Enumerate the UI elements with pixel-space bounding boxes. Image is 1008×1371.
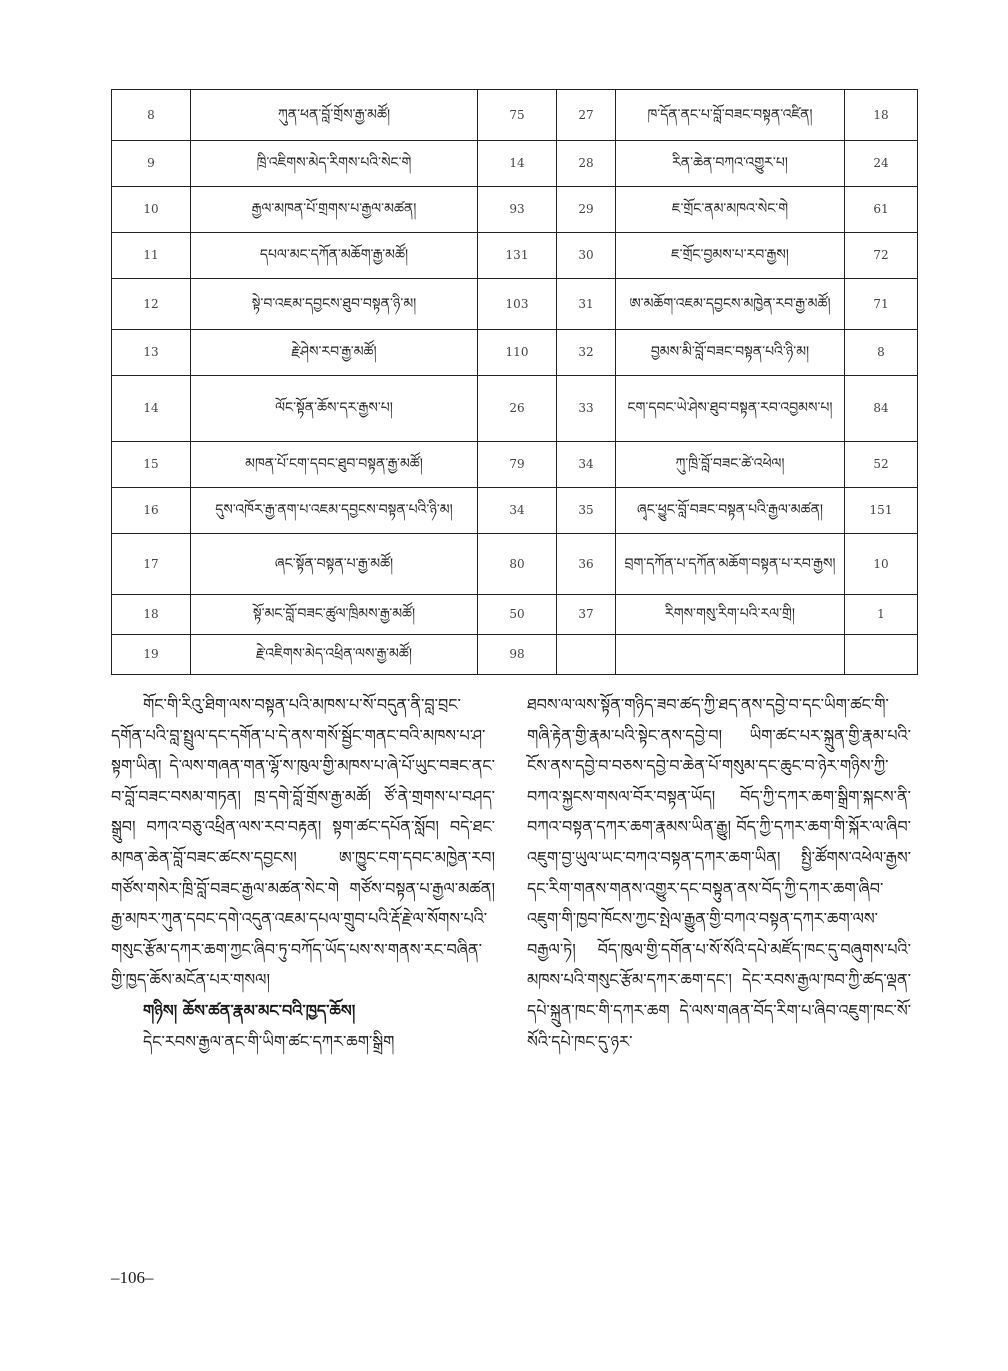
- cell-number: 29: [557, 187, 616, 233]
- cell-page: 24: [845, 141, 918, 187]
- cell-title: རྗེ་འཇིགས་མེད་འཕྲིན་ལས་རྒྱ་མཚོ།: [191, 635, 478, 675]
- cell-title: རིགས་གསུ་རིག་པའི་རལ་གྲི།: [616, 595, 845, 635]
- body-paragraph: གོང་གི་རིའུ་ཐིག་ལས་བསྟན་པའི་མཁས་པ་སོ་བདུན་ནི་བླ་བྲང་དགོན་པའི་བླ་སྤྲུལ་དང་དགོན་པ་དེ་ནས་གསོ་སྦྱོང་གནང་བའི་མཁས་པ་ཤ་སྟག་ཡིན། དེ་ལས་གཞན་གན་ལྷོ་ས་ཁུལ་གྱི་མཁས་པ་ཞེ་པོ་ཡུང་བཟང་ནང་བ་བློ་བཟང་བསམ་གཏན། ཁྲ་དགེ་བློ་གྲོས་རྒྱ་མཚོ། ཙོ་ནེ་གྲགས་པ་བཤད་སྒྲུབ། བཀའ་བཅུ་འཕྲིན་ལས་རབ་བརྟན། སྟག་ཚང་དཔོན་སློབ། བདེ་ཐང་མཁན་ཆེན་བློ་བཟང་ཚངས་དབྱངས། ཨ་ཁྱུང་ངག་དབང་མཁྱེན་རབ། གཙོས་གསེར་ཁྲི་བློ་བཟང་རྒྱལ་མཚན་སེང་གེ གཙོས་བསྟན་པ་རྒྱལ་མཚན། རྒྱ་མཁར་ཀུན་དབང་དགེ་འདུན་འཇམ་དཔལ་གྲུབ་པའི་རྡོ་རྗེ་ལ་སོགས་པའི་གསུང་རྩོམ་དཀར་ཆག་ཀྱང་ཞིབ་ཏུ་བཀོད་ཡོད་པས་ས་གནས་རང་བཞིན་གྱི་ཁྱད་ཆོས་མངོན་པར་གསལ།: [111, 695, 495, 990]
- table-row: [112, 488, 918, 534]
- cell-page: 10: [845, 534, 918, 595]
- table-row: [112, 330, 918, 376]
- cell-page: 75: [478, 90, 557, 141]
- cell-title: སྟེ་བ་འཇམ་དབྱངས་ཐུབ་བསྟན་ཉི་མ།: [191, 279, 478, 330]
- cell-title: ཇ་གྲོང་བྱམས་པ་རབ་རྒྱས།: [616, 233, 845, 279]
- cell-title: རིན་ཆེན་བཀའ་འགྱུར་པ།: [616, 141, 845, 187]
- cell-page: 26: [478, 376, 557, 442]
- cell-page: 98: [478, 635, 557, 675]
- cell-title: ལོང་སྟོན་ཆོས་དར་རྒྱས་པ།: [191, 376, 478, 442]
- cell-number: 34: [557, 442, 616, 488]
- cell-page: 14: [478, 141, 557, 187]
- table-body: [112, 90, 918, 675]
- cell-number: 35: [557, 488, 616, 534]
- body-paragraph: དེང་རབས་རྒྱལ་ནང་གི་ཡིག་ཚང་དཀར་ཆག་སྒྲིག: [143, 1031, 395, 1051]
- table-row: [112, 595, 918, 635]
- cell-number: 28: [557, 141, 616, 187]
- cell-number: 10: [112, 187, 191, 233]
- table-row: [112, 376, 918, 442]
- body-paragraph: ཐབས་ལ་ལས་སྟོན་གཉིད་ཟབ་ཚད་ཀྱི་ཐད་ནས་དབྱེ་བ་དང་ཡིག་ཚང་གི་གཞི་རྟེན་གྱི་རྣམ་པའི་སྟེང་ནས་དབྱེ་བ། ཡིག་ཚང་པར་སྐྲུན་གྱི་རྣམ་པའི་ངོས་ནས་དབྱེ་བ་བཅས་དབྱེ་བ་ཆེན་པོ་གསུམ་དང་ཆུང་བ་ཉེར་གཉིས་ཀྱི་བཀའ་སྐྱངས་གསལ་བོར་བསྟན་ཡོད། བོད་ཀྱི་དཀར་ཆག་སྒྲིག་སྐངས་ནི་བཀའ་བསྟན་དཀར་ཆག་རྣམས་ཡིན་རྒྱུ། བོད་ཀྱི་དཀར་ཆག་གི་སྐོར་ལ་ཞིབ་འཇུག་བྱ་ཡུལ་ཡང་བཀའ་བསྟན་དཀར་ཆག་ཡིན། སྤྱི་ཚོགས་འཕེལ་རྒྱས་དང་རིག་གནས་གནས་འགྱུར་དང་བསྟུན་ནས་བོད་ཀྱི་དཀར་ཆག་ཞིབ་འཇུག་གི་ཁྱབ་ཁོངས་ཀྱང་སྤེལ་རྒྱུན་གྱི་བཀའ་བསྟན་དཀར་ཆག་ལས་བརྒྱལ་ཏེ། བོད་ཁུལ་གྱི་དགོན་པ་སོ་སོའི་དཔེ་མཛོད་ཁང་དུ་བཞུགས་པའི་མཁས་པའི་གསུང་རྩོམ་དཀར་ཆག་དང་། དེང་རབས་རྒྱལ་ཁབ་ཀྱི་ཚད་ལྡན་དཔེ་སྐྲུན་ཁང་གི་དཀར་ཆག དེ་ལས་གཞན་བོད་རིག་པ་ཞིབ་འཇུག་ཁང་སོ་སོའི་དཔེ་ཁང་དུ་ཉར་: [527, 695, 911, 1051]
- cell-number: 19: [112, 635, 191, 675]
- cell-page: 61: [845, 187, 918, 233]
- cell-title: རྗེ་ཤེས་རབ་རྒྱ་མཚོ།: [191, 330, 478, 376]
- cell-number: 15: [112, 442, 191, 488]
- cell-title: བྱམས་མི་བློ་བཟང་བསྟན་པའི་ཉི་མ།: [616, 330, 845, 376]
- cell-title: དཔལ་མང་དཀོན་མཆོག་རྒྱ་མཚོ།: [191, 233, 478, 279]
- cell-page: 80: [478, 534, 557, 595]
- cell-number: 31: [557, 279, 616, 330]
- author-index-table: [111, 89, 918, 675]
- cell-number: 16: [112, 488, 191, 534]
- cell-number: 17: [112, 534, 191, 595]
- cell-title: ངག་དབང་ཡེ་ཤེས་ཐུབ་བསྟན་རབ་འབྱམས་པ།: [616, 376, 845, 442]
- cell-title: [616, 635, 845, 675]
- table-row: [112, 90, 918, 141]
- cell-number: 36: [557, 534, 616, 595]
- cell-page: 52: [845, 442, 918, 488]
- cell-page: 8: [845, 330, 918, 376]
- table-row: [112, 187, 918, 233]
- cell-page: [845, 635, 918, 675]
- cell-number: 11: [112, 233, 191, 279]
- cell-page: 131: [478, 233, 557, 279]
- cell-number: 8: [112, 90, 191, 141]
- table-row: [112, 635, 918, 675]
- cell-page: 93: [478, 187, 557, 233]
- table-row: [112, 279, 918, 330]
- cell-number: 32: [557, 330, 616, 376]
- cell-title: ཞྭང་ཕྱུང་བློ་བཟང་བསྟན་པའི་རྒྱལ་མཚན།: [616, 488, 845, 534]
- cell-page: 34: [478, 488, 557, 534]
- cell-page: 151: [845, 488, 918, 534]
- page-number: –106–: [111, 1268, 154, 1287]
- section-subheading: གཉིས། ཆོས་ཚན་རྣམ་མང་བའི་ཁྱད་ཆོས།: [143, 1000, 356, 1020]
- cell-page: 71: [845, 279, 918, 330]
- table-row: [112, 534, 918, 595]
- table-row: [112, 141, 918, 187]
- cell-number: 12: [112, 279, 191, 330]
- table-row: [112, 442, 918, 488]
- cell-title: ཞང་སྟོན་བསྟན་པ་རྒྱ་མཚོ།: [191, 534, 478, 595]
- cell-number: 14: [112, 376, 191, 442]
- cell-title: སྟོ་མང་བློ་བཟང་ཚུལ་ཁྲིམས་རྒྱ་མཚོ།: [191, 595, 478, 635]
- cell-number: 37: [557, 595, 616, 635]
- cell-page: 110: [478, 330, 557, 376]
- table-row: [112, 233, 918, 279]
- cell-page: 84: [845, 376, 918, 442]
- cell-number: [557, 635, 616, 675]
- right-text-column: [527, 690, 911, 1057]
- cell-title: ཁ་དོན་ནང་པ་བློ་བཟང་བསྟན་འཛིན།: [616, 90, 845, 141]
- cell-title: ཀུན་ཕན་བློ་གྲོས་རྒྱ་མཚོ།: [191, 90, 478, 141]
- cell-page: 50: [478, 595, 557, 635]
- cell-title: དུས་འཁོར་རྒྱ་ནག་པ་འཇམ་དབྱངས་བསྟན་པའི་ཉི་མ།: [191, 488, 478, 534]
- cell-title: ཇ་གྲོང་ནམ་མཁའ་སེང་གེ: [616, 187, 845, 233]
- cell-title: མཁན་པོ་ངག་དབང་ཐུབ་བསྟན་རྒྱ་མཚོ།: [191, 442, 478, 488]
- cell-page: 72: [845, 233, 918, 279]
- cell-number: 27: [557, 90, 616, 141]
- cell-page: 18: [845, 90, 918, 141]
- cell-page: 103: [478, 279, 557, 330]
- cell-title: ཁྲི་འཇིགས་མེད་རིགས་པའི་སེང་གེ: [191, 141, 478, 187]
- cell-number: 30: [557, 233, 616, 279]
- cell-title: རྒྱལ་མཁན་པོ་གྲགས་པ་རྒྱལ་མཚན།: [191, 187, 478, 233]
- left-text-column: [111, 690, 495, 1057]
- cell-number: 18: [112, 595, 191, 635]
- cell-number: 9: [112, 141, 191, 187]
- cell-number: 13: [112, 330, 191, 376]
- cell-title: བྲག་དཀོན་པ་དཀོན་མཆོག་བསྟན་པ་རབ་རྒྱས།: [616, 534, 845, 595]
- cell-number: 33: [557, 376, 616, 442]
- cell-title: ཨ་མཆོག་འཇམ་དབྱངས་མཁྱེན་རབ་རྒྱ་མཚོ།: [616, 279, 845, 330]
- cell-page: 79: [478, 442, 557, 488]
- cell-title: ཀུ་ཁྲི་བློ་བཟང་ཚེ་འཕེལ།: [616, 442, 845, 488]
- cell-page: 1: [845, 595, 918, 635]
